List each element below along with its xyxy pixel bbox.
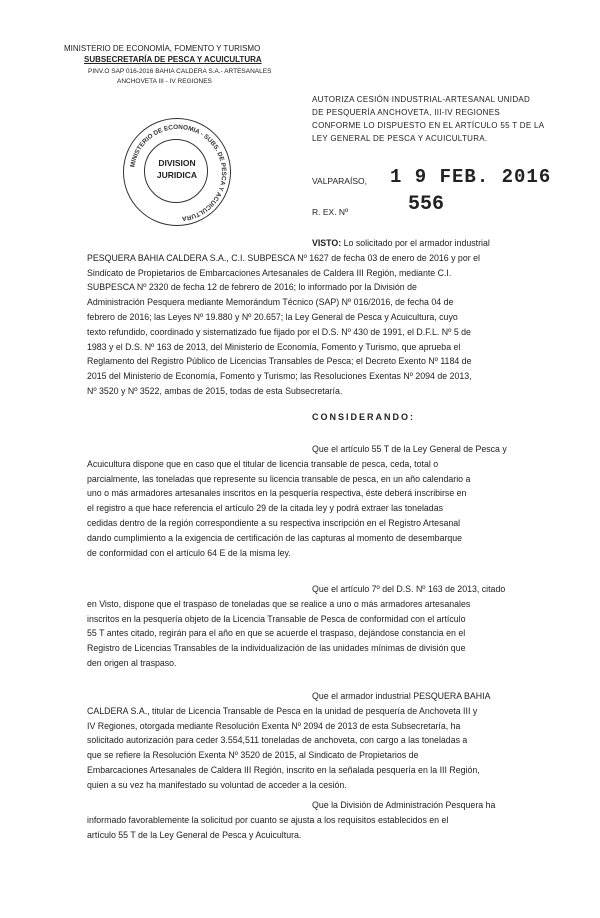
paragraph-line: cedidas dentro de la región correspondiente a su respectiva inscripción en el Registro Artesanal [87,517,461,528]
considerando-paragraph-2 [87,582,541,671]
resolution-number: 556 [408,193,445,216]
paragraph-line: dando cumplimiento a la exigencia de certificación de las capturas al momento de desembarque [87,532,463,543]
visto-line: Administración Pesquera mediante Memorándum Técnico (SAP) Nº 016/2016, de fecha 04 de [87,297,454,308]
title-line: CONFORME LO DISPUESTO EN EL ARTÍCULO 55 T DE LA [312,121,545,130]
paragraph-line: Que la División de Administración Pesquera ha [312,800,496,810]
considerando-paragraph-1 [87,442,541,560]
reference-line-2: ANCHOVETA III - IV REGIONES [117,78,212,85]
paragraph-line: Que el artículo 7º del D.S. Nº 163 de 2013, citado [312,584,506,594]
considerando-heading: CONSIDERANDO: [312,412,416,422]
paragraph-line: Registro de Licencias Transables de la individualización de las unidades mínimas de división que [87,643,466,654]
stamp-line-2: JURIDICA [156,170,198,180]
paragraph-line: solicitado autorización para ceder 3.554,511 toneladas de anchoveta, con cargo a las toneladas a [87,735,468,746]
visto-line: Sindicato de Propietarios de Embarcaciones Artesanales de Caldera III Región, mediante C.I. [87,267,452,278]
visto-line: febrero de 2016; las Leyes Nº 19.880 y Nº 20.657; la Ley General de Pesca y Acuicultura, cuyo [87,311,458,322]
paragraph-line: quien a su vez ha manifestado su voluntad de acceder a la cesión. [87,779,347,790]
ministry-name: MINISTERIO DE ECONOMÍA, FOMENTO Y TURISMO [64,44,261,53]
paragraph-line: el registro a que hace referencia el artículo 29 de la citada ley y podrá extraer las toneladas [87,503,443,514]
paragraph-line: parcialmente, las toneladas que represente su licencia transable de pesca, en un año calendario a [87,473,471,484]
visto-lead: VISTO: [312,238,342,248]
paragraph-line: Que el artículo 55 T de la Ley General de Pesca y [312,444,507,454]
visto-line: Lo solicitado por el armador industrial [343,238,490,248]
paragraph-line: de conformidad con el artículo 64 E de la misma ley. [87,547,291,558]
visto-first-line [87,236,541,251]
resolution-date: 1 9 FEB. 2016 [390,166,552,188]
visto-section [87,236,541,399]
subsecretaria-name: SUBSECRETARÍA DE PESCA Y ACUICULTURA [84,55,262,64]
visto-line: texto refundido, coordinado y sistematizado fue fijado por el D.S. Nº 430 de 1991, el D.F.L. Nº 5 de [87,326,471,337]
stamp-line-1: DIVISION [158,158,196,168]
paragraph-line: 55 T antes citado, regirán para el año en que se acuerde el traspaso, dejándose constancia en el [87,628,466,639]
title-line: DE PESQUERÍA ANCHOVETA, III-IV REGIONES [312,108,501,117]
visto-line: Reglamento del Registro Público de Licencias Transables de Pesca; el Decreto Exento Nº 1184 de [87,356,472,367]
paragraph-line: CALDERA S.A., titular de Licencia Transable de Pesca en la unidad de pesquería de Anchoveta III y [87,705,478,716]
paragraph-line: den origen al traspaso. [87,657,177,668]
considerando-paragraph-3 [87,689,541,793]
paragraph-line: inscritos en la pesquería objeto de la Licencia Transable de Pesca de conformidad con el artículo [87,613,466,624]
division-juridica-stamp [123,118,231,226]
paragraph-line: Embarcaciones Artesanales de Caldera III Región, inscrito en la señalada pesquería en la III Región, [87,764,480,775]
visto-line: SUBPESCA Nº 2320 de fecha 12 de febrero de 2016; lo informado por la División de [87,282,417,293]
paragraph-line: Acuicultura dispone que en caso que el titular de licencia transable de pesca, ceda, total o [87,458,439,469]
visto-line: 2015 del Ministerio de Economía, Fomento y Turismo; las Resoluciones Exentas Nº 2094 de 2013, [87,371,472,382]
title-line: LEY GENERAL DE PESCA Y ACUICULTURA. [312,134,488,143]
paragraph-line: IV Regiones, otorgada mediante Resolución Exenta Nº 2094 de 2013 de esta Subsecretaría, ha [87,720,461,731]
paragraph-line: informado favorablemente la solicitud por cuanto se ajusta a los requisitos establecidos en el [87,814,449,825]
paragraph-line: artículo 55 T de la Ley General de Pesca y Acuicultura. [87,829,302,840]
paragraph-line: en Visto, dispone que el traspaso de toneladas que se realice a uno o más armadores artesanales [87,598,471,609]
place-label: VALPARAÍSO, [312,176,367,186]
visto-line: 1983 y el D.S. Nº 163 de 2013, del Ministerio de Economía, Fomento y Turismo, que aprueba el [87,341,461,352]
resolution-number-label: R. EX. Nº [312,207,349,217]
visto-line: PESQUERA BAHIA CALDERA S.A., C.I. SUBPESCA Nº 1627 de fecha 03 de enero de 2016 y por el [87,252,480,263]
stamp-center-text [124,157,230,181]
paragraph-line: que se refiere la Resolución Exenta Nº 3520 de 2015, al Sindicato de Propietarios de [87,750,419,761]
visto-line: Nº 3520 y Nº 3522, ambas de 2015, todas de esta Subsecretaría. [87,385,343,396]
paragraph-line: uno o más armadores artesanales inscritos en la pesquería respectiva, éste deberá inscribirse en [87,488,467,499]
paragraph-line: Que el armador industrial PESQUERA BAHIA [312,691,491,701]
stamp-ring-label: MINISTERIO DE ECONOMIA - SUBS. DE PESCA Y ACUICULTURA [129,123,228,222]
reference-line-1: PINV.O SAP 016-2016 BAHIA CALDERA S.A.- ARTESANALES [88,68,272,75]
considerando-paragraph-4 [87,798,541,842]
resolution-title [312,93,574,145]
title-line: AUTORIZA CESIÓN INDUSTRIAL-ARTESANAL UNIDAD [312,95,531,104]
